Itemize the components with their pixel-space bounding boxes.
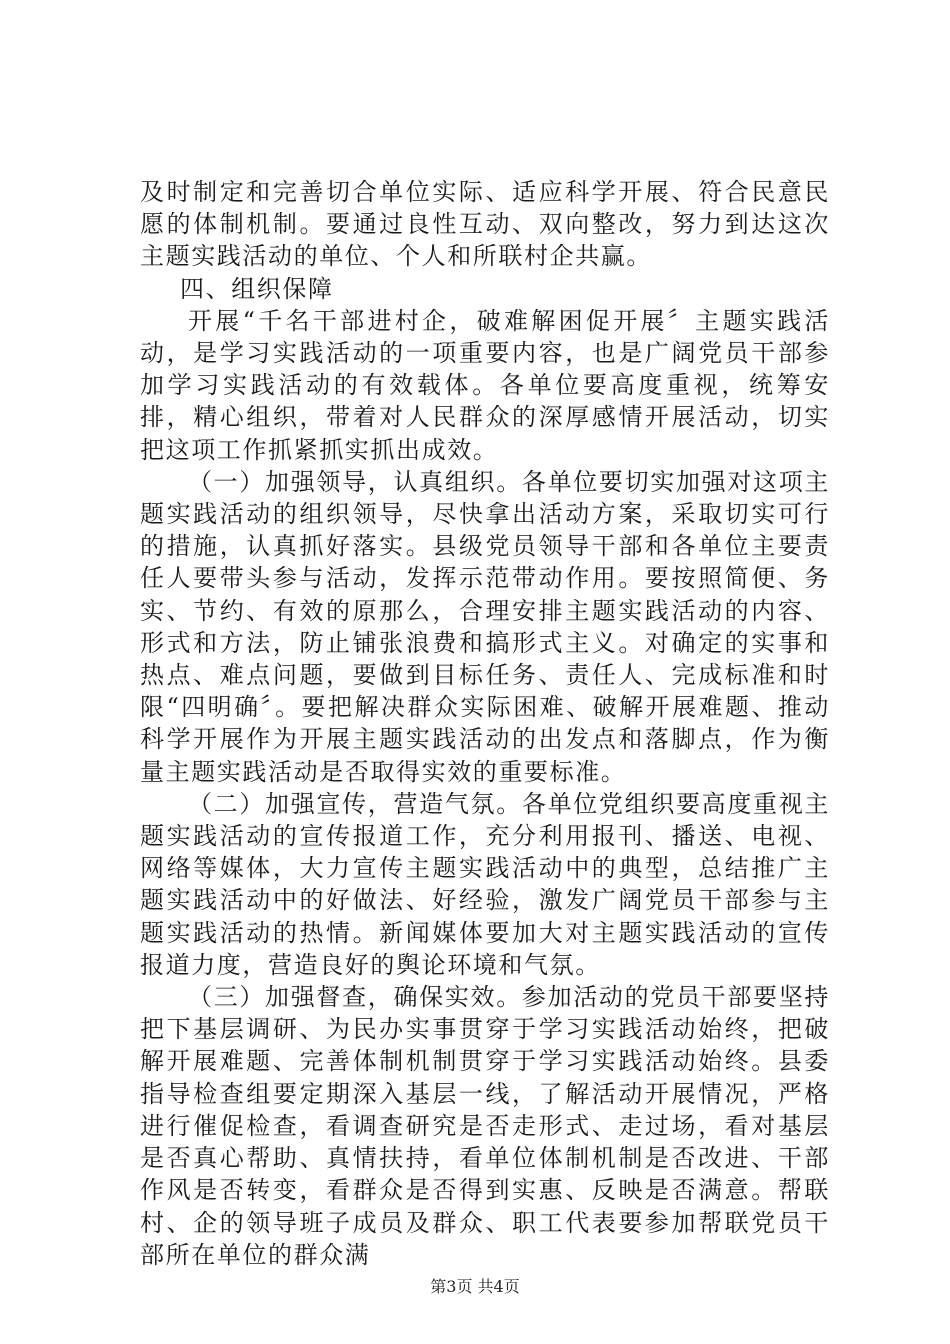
- document-body: [140, 176, 830, 1271]
- paragraph-publicity: （二）加强宣传，营造气氛。各单位党组织要高度重视主题实践活动的宣传报道工作，充分利用报刊、播送、电视、网络等媒体，大力宣传主题实践活动中的典型，总结推广主题实践活动中的好做法、好经验，激发广阔党员干部参与主题实践活动的热情。新闻媒体要加大对主题实践活动的宣传报道力度，营造良好的舆论环境和气氛。: [140, 789, 830, 979]
- paragraph-intro: 开展“千名干部进村企，破难解困促开展〞主题实践活动，是学习实践活动的一项重要内容，也是广阔党员干部参加学习实践活动的有效载体。各单位要高度重视，统筹安排，精心组织，带着对人民群众的深厚感情开展活动，切实把这项工作抓紧抓实抓出成效。: [140, 306, 830, 464]
- section-heading-organization: 四、组织保障: [180, 274, 334, 303]
- paragraph-leadership: （一）加强领导，认真组织。各单位要切实加强对这项主题实践活动的组织领导，尽快拿出活动方案，采取切实可行的措施，认真抓好落实。县级党员领导干部和各单位主要责任人要带头参与活动，发挥示范带动作用。要按照简便、务实、节约、有效的原那么，合理安排主题实践活动的内容、形式和方法，防止铺张浪费和搞形式主义。对确定的实事和热点、难点问题，要做到目标任务、责任人、完成标准和时限“四明确〞。要把解决群众实际困难、破解开展难题、推动科学开展作为开展主题实践活动的出发点和落脚点，作为衡量主题实践活动是否取得实效的重要标准。: [140, 467, 830, 786]
- paragraph-continuation: 及时制定和完善切合单位实际、适应科学开展、符合民意民愿的体制机制。要通过良性互动、双向整改，努力到达这次主题实践活动的单位、个人和所联村企共赢。: [140, 178, 830, 271]
- paragraph-supervision: （三）加强督查，确保实效。参加活动的党员干部要坚持把下基层调研、为民办实事贯穿于学习实践活动始终，把破解开展难题、完善体制机制贯穿于学习实践活动始终。县委指导检查组要定期深入基层一线，了解活动开展情况，严格进行催促检查，看调查研究是否走形式、走过场，看对基层是否真心帮助、真情扶持，看单位体制机制是否改进、干部作风是否转变，看群众是否得到实惠、反映是否满意。帮联村、企的领导班子成员及群众、职工代表要参加帮联党员干部所在单位的群众满: [140, 983, 830, 1269]
- page-number: 第3页 共4页: [430, 1277, 520, 1296]
- page-footer: [0, 1277, 950, 1297]
